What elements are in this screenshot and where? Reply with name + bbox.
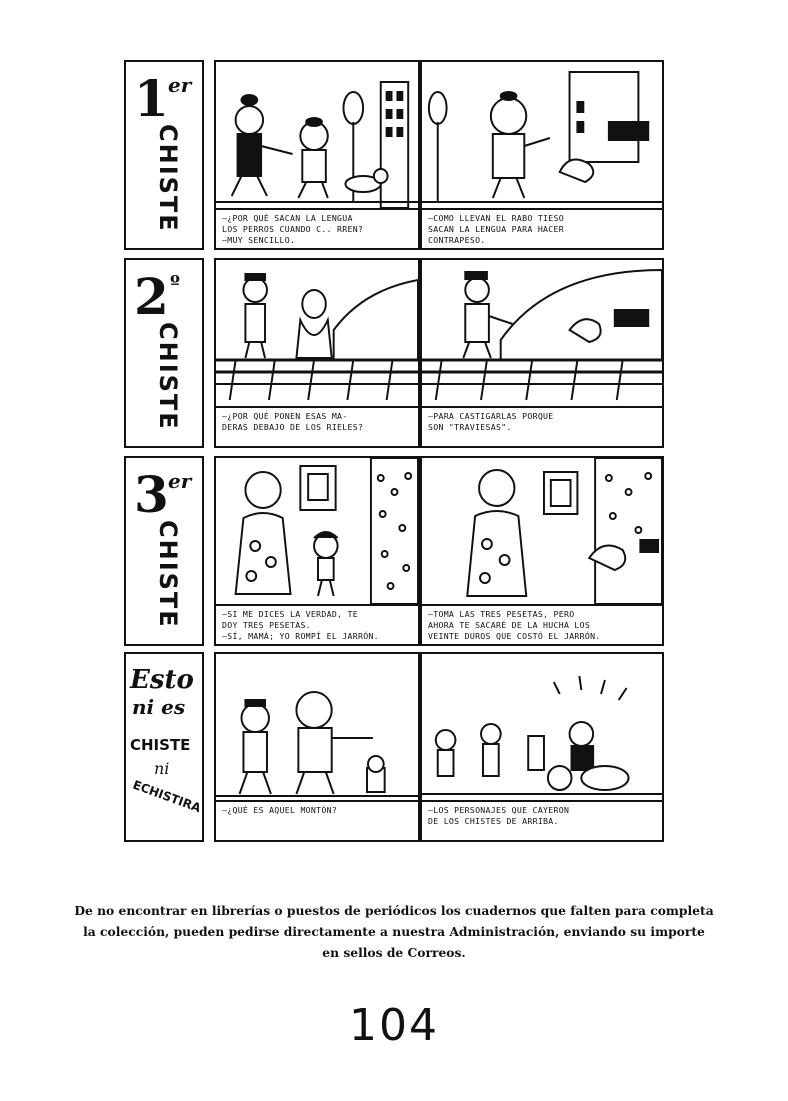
strip-1-panel-2-art (422, 62, 662, 210)
strip-3-panel-1 (214, 456, 420, 646)
caption-line: –SÍ, MAMÁ; YO ROMPÍ EL JARRÓN. (222, 631, 379, 641)
caption-line: –PARA CASTIGARLAS PORQUE (428, 411, 554, 421)
strip-3-panel-1-caption (216, 604, 418, 644)
notice-line-3: en sellos de Correos. (322, 945, 466, 960)
caption-line: –¿QUÉ ES AQUEL MONTÓN? (222, 805, 338, 815)
strip-4-panel-1-art (216, 654, 418, 802)
caption-line: SACAN LA LENGUA PARA HACER (428, 224, 564, 234)
caption-line: DERAS DEBAJO DE LOS RIELES? (222, 422, 364, 432)
strip-3 (124, 456, 664, 648)
strip-1-number: 1 (134, 69, 169, 128)
strip-4-line1: Esto (130, 665, 194, 695)
caption-line: –COMO LLEVAN EL RABO TIESO (428, 213, 564, 223)
strip-2 (124, 258, 664, 450)
strip-2-panel-2 (420, 258, 664, 448)
strip-4-panel-2-caption (422, 800, 662, 840)
strip-4 (124, 652, 664, 844)
strip-1 (124, 60, 664, 252)
strip-2-panel-2-art (422, 260, 662, 408)
notice-line-2: la colección, pueden pedirse directamente a nuestra Administración, enviando su importe (83, 924, 705, 939)
strip-4-line3: CHISTE (130, 736, 191, 754)
notice-line-1: De no encontrar en librerías o puestos de periódicos los cuadernos que falten para completa (74, 903, 714, 918)
caption-line: –¿POR QUÉ SACAN LA LENGUA (222, 213, 353, 223)
caption-line: AHORA TE SACARÉ DE LA HUCHA LOS (428, 620, 591, 630)
caption-line: –¿POR QUÉ PONEN ESAS MA- (222, 411, 348, 421)
caption-line: DOY TRES PESETAS. (222, 620, 311, 630)
strip-2-word: CHISTE (154, 322, 182, 431)
strip-1-word: CHISTE (154, 124, 182, 233)
strip-1-label (124, 60, 204, 250)
strip-1-panel-1 (214, 60, 420, 250)
strip-3-panel-1-art (216, 458, 418, 606)
strip-2-suffix: º (170, 271, 180, 295)
caption-line: CONTRAPESO. (428, 235, 486, 245)
caption-line: –SI ME DICES LA VERDAD, TE (222, 609, 358, 619)
page-number: 104 (349, 1000, 439, 1051)
strip-4-panel-2-art (422, 654, 662, 802)
strip-3-number: 3 (134, 465, 169, 524)
strip-4-panel-1-caption (216, 800, 418, 840)
strip-1-panel-1-caption (216, 208, 418, 248)
strip-3-suffix: er (168, 469, 192, 493)
caption-line: –LOS PERSONAJES QUE CAYERON (428, 805, 570, 815)
strip-2-label (124, 258, 204, 448)
strip-3-panel-2-caption (422, 604, 662, 644)
strip-2-panel-1-caption (216, 406, 418, 446)
strip-2-panel-2-caption (422, 406, 662, 446)
strip-4-line5: ECHISTIRA (130, 777, 203, 816)
strip-4-panel-2 (420, 652, 664, 842)
strip-4-line2: ni es (132, 695, 186, 719)
caption-line: SON "TRAVIESAS". (428, 422, 512, 432)
strip-4-line4: ni (154, 759, 170, 778)
strip-3-word: CHISTE (154, 520, 182, 629)
caption-line: DE LOS CHISTES DE ARRIBA. (428, 816, 559, 826)
strip-3-panel-2-art (422, 458, 662, 606)
caption-line: VEINTE DUROS QUE COSTÓ EL JARRÓN. (428, 631, 601, 641)
strip-1-suffix: er (168, 73, 192, 97)
caption-line: –MUY SENCILLO. (222, 235, 296, 245)
strip-1-panel-1-art (216, 62, 418, 210)
strip-4-panel-1 (214, 652, 420, 842)
strip-1-panel-2-caption (422, 208, 662, 248)
strip-3-panel-2 (420, 456, 664, 646)
strip-4-label (124, 652, 204, 842)
strip-2-panel-1-art (216, 260, 418, 408)
back-issues-notice (30, 900, 758, 963)
caption-line: –TOMA LAS TRES PESETAS, PERO (428, 609, 575, 619)
strip-2-number: 2 (134, 267, 169, 326)
strip-1-panel-2 (420, 60, 664, 250)
strip-3-label (124, 456, 204, 646)
strip-2-panel-1 (214, 258, 420, 448)
caption-line: LOS PERROS CUANDO C.. RREN? (222, 224, 364, 234)
